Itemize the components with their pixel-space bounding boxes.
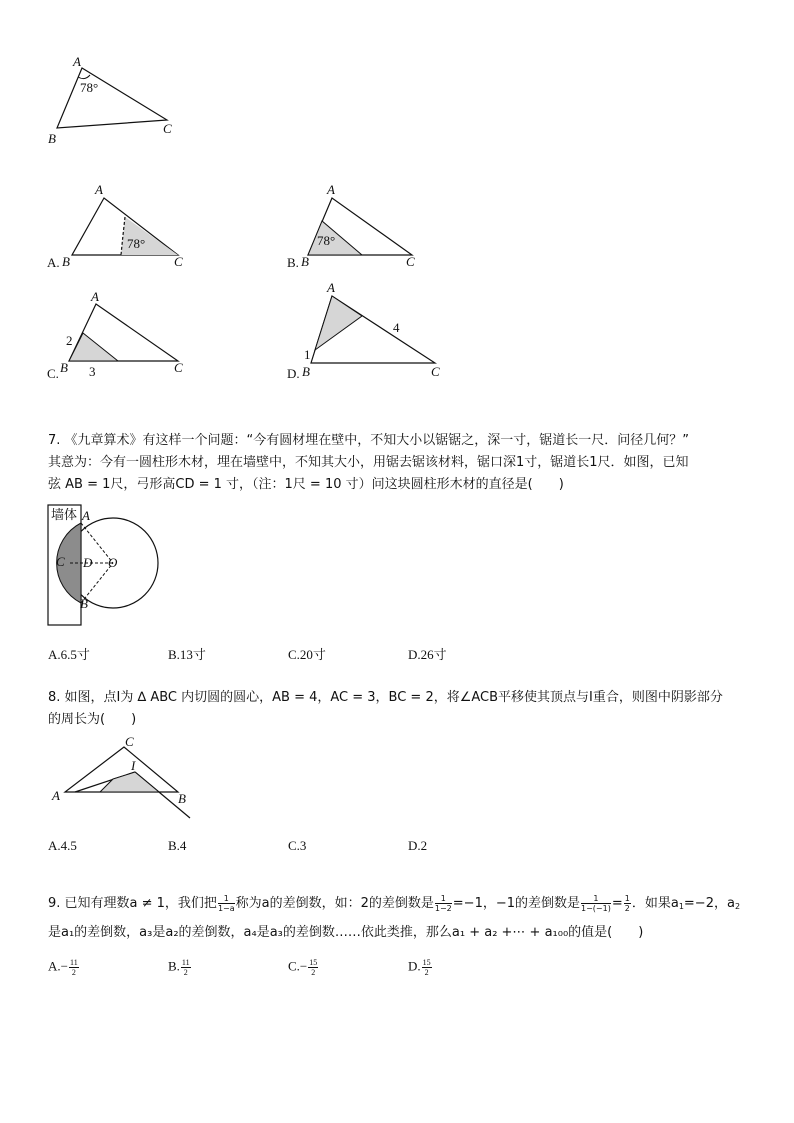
q8-text xyxy=(48,687,748,731)
q6-option-d-letter[interactable]: D. xyxy=(287,366,300,381)
q7-a-label: A xyxy=(82,508,90,523)
q6a-c-label: C xyxy=(174,254,183,269)
q9-line2: 是a₁的差倒数，a₃是a₂的差倒数，a₄是a₃的差倒数……依此类推，那么a₁ + a₂ +⋯ + a₁₀₀的值是( ) xyxy=(48,925,644,940)
q8-option-a[interactable]: A.4.5 xyxy=(48,838,77,853)
q6a-a-label: A xyxy=(95,182,103,197)
q8-option-d[interactable]: D.2 xyxy=(408,838,428,853)
vertex-a-label: A xyxy=(73,54,81,69)
q6-option-b-letter[interactable]: B. xyxy=(287,255,299,270)
q6c-c-label: C xyxy=(174,360,183,375)
q6-option-a-figure[interactable] xyxy=(55,183,205,268)
angle-label: 78° xyxy=(80,80,99,95)
q8-triangle-figure xyxy=(45,735,205,825)
q7-o-label: O xyxy=(108,555,118,570)
q6d-b-label: B xyxy=(302,364,310,379)
vertex-c-label: C xyxy=(163,121,172,136)
q7-circle-wall-figure xyxy=(45,500,175,630)
q8-b-label: B xyxy=(178,791,186,806)
q7-option-b[interactable]: B.13寸 xyxy=(168,647,206,662)
vertex-b-label: B xyxy=(48,131,56,146)
q7-line2: 其意为：今有一圆柱形木材，埋在墙壁中，不知其大小，用锯去锯该材料，锯口深1寸，锯道长1尺．如图，已知 xyxy=(48,455,689,470)
q7-option-c[interactable]: C.20寸 xyxy=(288,647,326,662)
q8-option-b[interactable]: B.4 xyxy=(168,838,187,853)
q6d-side2-label: 4 xyxy=(393,320,400,335)
q6d-a-label: A xyxy=(327,280,335,295)
q6b-c-label: C xyxy=(406,254,415,269)
q6c-a-label: A xyxy=(91,289,99,304)
q7-line1: 7. 《九章算术》有这样一个问题：“今有圆材埋在壁中，不知大小以锯锯之，深一寸，锯道长一尺．问径几何？” xyxy=(48,433,690,448)
q9-option-a[interactable]: A.− $\frac{11}{2}$ xyxy=(48,958,78,977)
q8-a-label: A xyxy=(52,788,60,803)
q6b-angle-label: 78° xyxy=(317,233,336,248)
q7-option-a[interactable]: A.6.5寸 xyxy=(48,647,90,662)
q7-line3: 弦 AB = 1尺，弓形高CD = 1 寸，（注：1尺 = 10 寸）问这块圆柱形木材的直径是( ) xyxy=(48,477,564,492)
q8-line2: 的周长为( ) xyxy=(48,712,137,727)
q9-option-b[interactable]: B. $\frac{11}{2}$ xyxy=(168,958,190,977)
q6-option-c-letter[interactable]: C. xyxy=(47,366,59,381)
q6c-b-label: B xyxy=(60,360,68,375)
q9-option-d[interactable]: D. $\frac{15}{2}$ xyxy=(408,958,431,977)
q9-line1: 9. 已知有理数a ≠ 1，我们把 $\frac{1}{1-a}$ 称为a的差倒数，如：2的差倒数是 $\frac{1}{1-2}$ =−1，−1的差倒数是 $\frac{1}{1-(-1)}$ = $\frac{1}{2}$ ．如果$a_1=-2$，$a_2$ xyxy=(48,894,741,913)
q6-option-c-figure[interactable] xyxy=(55,289,205,379)
q6-option-d-figure[interactable] xyxy=(295,280,445,379)
q6d-c-label: C xyxy=(431,364,440,379)
q9-option-c[interactable]: C.− $\frac{15}{2}$ xyxy=(288,958,318,977)
q6c-side1-label: 2 xyxy=(66,333,73,348)
q7-b-label: B xyxy=(80,596,88,611)
q7-text xyxy=(48,430,748,496)
q6d-side1-label: 1 xyxy=(304,347,311,362)
q8-line1: 8. 如图，点I为 ∆ ABC 内切圆的圆心，AB = 4，AC = 3，BC = 2，将∠ACB平移使其顶点与I重合，则图中阴影部分 xyxy=(48,690,723,705)
q7-option-d[interactable]: D.26寸 xyxy=(408,647,447,662)
q6a-angle-label: 78° xyxy=(127,236,146,251)
q6b-a-label: A xyxy=(327,182,335,197)
q6b-b-label: B xyxy=(301,254,309,269)
q8-i-label: I xyxy=(131,758,136,773)
q9-text xyxy=(48,893,778,944)
q6-option-b-figure[interactable] xyxy=(295,183,445,268)
q6c-side2-label: 3 xyxy=(89,364,96,379)
q8-c-label: C xyxy=(125,734,134,749)
wall-label: 墙体 xyxy=(51,508,78,523)
q7-d-label: D xyxy=(83,555,93,570)
q7-c-label: C xyxy=(56,554,65,569)
q6a-b-label: B xyxy=(62,254,70,269)
q6-option-a-letter[interactable]: A. xyxy=(47,255,60,270)
q8-option-c[interactable]: C.3 xyxy=(288,838,307,853)
top-triangle-figure xyxy=(45,55,185,150)
